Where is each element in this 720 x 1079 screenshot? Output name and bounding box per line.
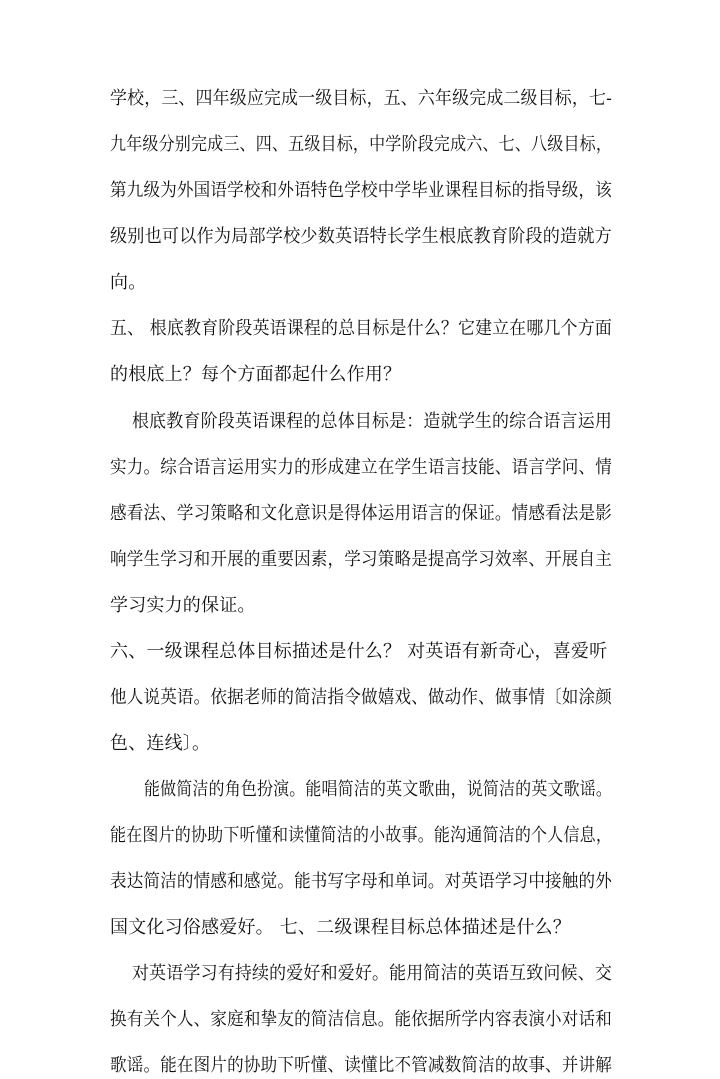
section-heading: 五、 根底教育阶段英语课程的总目标是什么？它建立在哪几个方面 xyxy=(110,318,613,339)
text-line: 级别也可以作为局部学校少数英语特长学生根底教育阶段的造就方 xyxy=(110,226,612,247)
text-line: 学校，三、四年级应完成一级目标，五、六年级完成二级目标，七- xyxy=(110,88,612,109)
text-line: 九年级分别完成三、四、五级目标，中学阶段完成六、七、八级目标， xyxy=(110,134,613,155)
text-line: 对英语学习有持续的爱好和爱好。能用简洁的英语互致问候、交 xyxy=(132,963,613,984)
section-heading: 的根底上？每个方面都起什么作用？ xyxy=(110,364,402,385)
text-line: 第九级为外国语学校和外语特色学校中学毕业课程目标的指导级，该 xyxy=(110,180,612,201)
text-line: 国文化习俗感爱好。 七、二级课程目标总体描述是什么？ xyxy=(110,917,571,938)
text-line: 根底教育阶段英语课程的总体目标是：造就学生的综合语言运用 xyxy=(132,411,613,432)
text-line: 能做简洁的角色扮演。能唱简洁的英文歌曲，说简洁的英文歌谣。 xyxy=(144,779,612,800)
text-line: 换有关个人、家庭和挚友的简洁信息。能依据所学内容表演小对话和 xyxy=(110,1009,612,1030)
text-line: 能在图片的协助下听懂和读懂简洁的小故事。能沟通简洁的个人信息， xyxy=(110,825,613,846)
section-heading: 六、一级课程总体目标描述是什么？ 对英语有新奇心，喜爱听 xyxy=(110,641,608,662)
text-line: 歌谣。能在图片的协助下听懂、读懂比不管减数简洁的故事、并讲解 xyxy=(110,1055,612,1076)
text-line: 学习实力的保证。 xyxy=(110,595,256,616)
text-line: 实力。综合语言运用实力的形成建立在学生语言技能、语言学问、情 xyxy=(110,457,612,478)
text-line: 响学生学习和开展的重要因素，学习策略是提高学习效率、开展自主 xyxy=(110,549,612,570)
text-line: 色、连线〕。 xyxy=(110,733,211,754)
text-line: 感看法、学习策略和文化意识是得体运用语言的保证。情感看法是影 xyxy=(110,503,612,524)
text-line: 他人说英语。依据老师的简洁指令做嬉戏、做动作、做事情〔如涂颜 xyxy=(110,687,612,708)
text-line: 向。 xyxy=(110,272,147,293)
text-line: 表达简洁的情感和感觉。能书写字母和单词。对英语学习中接触的外 xyxy=(110,871,612,892)
